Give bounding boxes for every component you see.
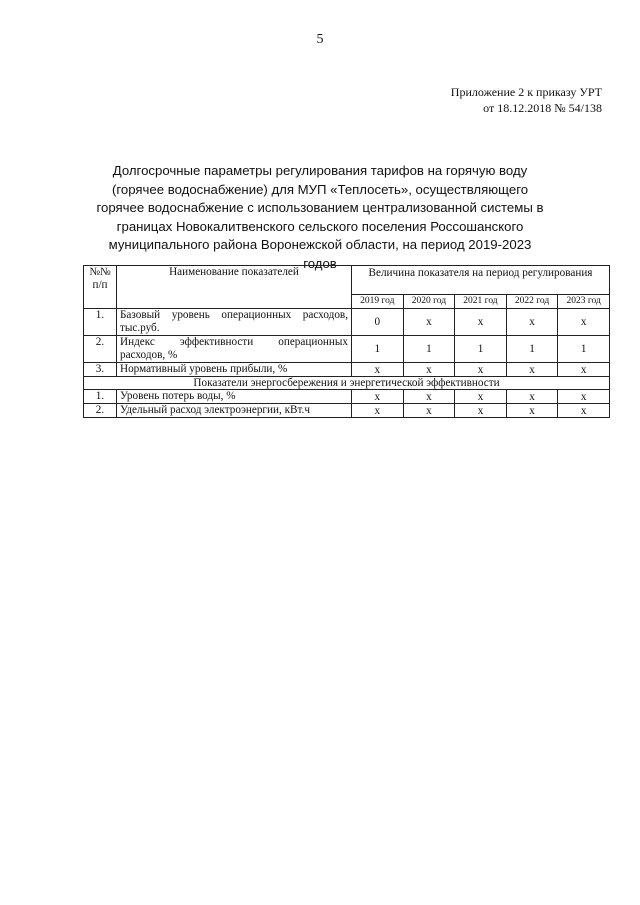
row-value: х bbox=[558, 404, 610, 418]
header-year: 2021 год bbox=[455, 295, 507, 309]
table-header-row bbox=[84, 266, 610, 295]
document-title: Долгосрочные параметры регулирования тарифов на горячую воду (горячее водоснабжение) для МУП «Теплосеть», осуществляющего горячее водоснабжение с использованием централизованной системы в границах Новокалитвенского сельского поселения Россошанского муниципального района Воронежской области, на период 2019-2023 годов bbox=[96, 163, 544, 271]
table-row bbox=[84, 390, 610, 404]
row-value: 1 bbox=[558, 336, 610, 363]
table-row bbox=[84, 309, 610, 336]
row-name: Нормативный уровень прибыли, % bbox=[117, 363, 352, 377]
row-value: х bbox=[455, 309, 507, 336]
row-value: х bbox=[558, 363, 610, 377]
section-row bbox=[84, 377, 610, 390]
row-name: Удельный расход электроэнергии, кВт.ч bbox=[117, 404, 352, 418]
row-value: х bbox=[506, 404, 558, 418]
row-num: 1. bbox=[84, 309, 117, 336]
row-value: х bbox=[558, 309, 610, 336]
row-value: х bbox=[403, 404, 455, 418]
appendix-line-1: Приложение 2 к приказу УРТ bbox=[450, 85, 602, 99]
header-year: 2019 год bbox=[352, 295, 404, 309]
row-value: х bbox=[506, 363, 558, 377]
row-value: х bbox=[403, 390, 455, 404]
appendix-reference bbox=[451, 84, 602, 116]
row-name: Уровень потерь воды, % bbox=[117, 390, 352, 404]
row-value: 1 bbox=[403, 336, 455, 363]
table-row bbox=[84, 404, 610, 418]
table-row bbox=[84, 336, 610, 363]
row-name: Индекс эффективности операционных расходов, % bbox=[117, 336, 352, 363]
row-num: 3. bbox=[84, 363, 117, 377]
header-year: 2020 год bbox=[403, 295, 455, 309]
row-value: 1 bbox=[455, 336, 507, 363]
row-value: 0 bbox=[352, 309, 404, 336]
row-value: х bbox=[352, 404, 404, 418]
page-number: 5 bbox=[316, 32, 324, 47]
row-num: 2. bbox=[84, 336, 117, 363]
row-value: х bbox=[506, 390, 558, 404]
header-period: Величина показателя на период регулирования bbox=[352, 266, 610, 295]
row-name: Базовый уровень операционных расходов, тыс.руб. bbox=[117, 309, 352, 336]
row-value: х bbox=[455, 390, 507, 404]
row-value: х bbox=[352, 363, 404, 377]
row-value: 1 bbox=[352, 336, 404, 363]
row-value: х bbox=[558, 390, 610, 404]
header-year: 2023 год bbox=[558, 295, 610, 309]
header-num: №№ п/п bbox=[84, 266, 117, 309]
parameters-table bbox=[83, 265, 610, 418]
row-value: х bbox=[455, 404, 507, 418]
row-value: х bbox=[455, 363, 507, 377]
header-name: Наименование показателей bbox=[117, 266, 352, 309]
table-row bbox=[84, 363, 610, 377]
row-num: 1. bbox=[84, 390, 117, 404]
row-value: 1 bbox=[506, 336, 558, 363]
section-title: Показатели энергосбережения и энергетической эффективности bbox=[84, 377, 610, 390]
row-value: х bbox=[403, 363, 455, 377]
row-value: х bbox=[352, 390, 404, 404]
row-num: 2. bbox=[84, 404, 117, 418]
row-value: х bbox=[506, 309, 558, 336]
header-year: 2022 год bbox=[506, 295, 558, 309]
row-value: х bbox=[403, 309, 455, 336]
appendix-line-2: от 18.12.2018 № 54/138 bbox=[483, 101, 602, 115]
